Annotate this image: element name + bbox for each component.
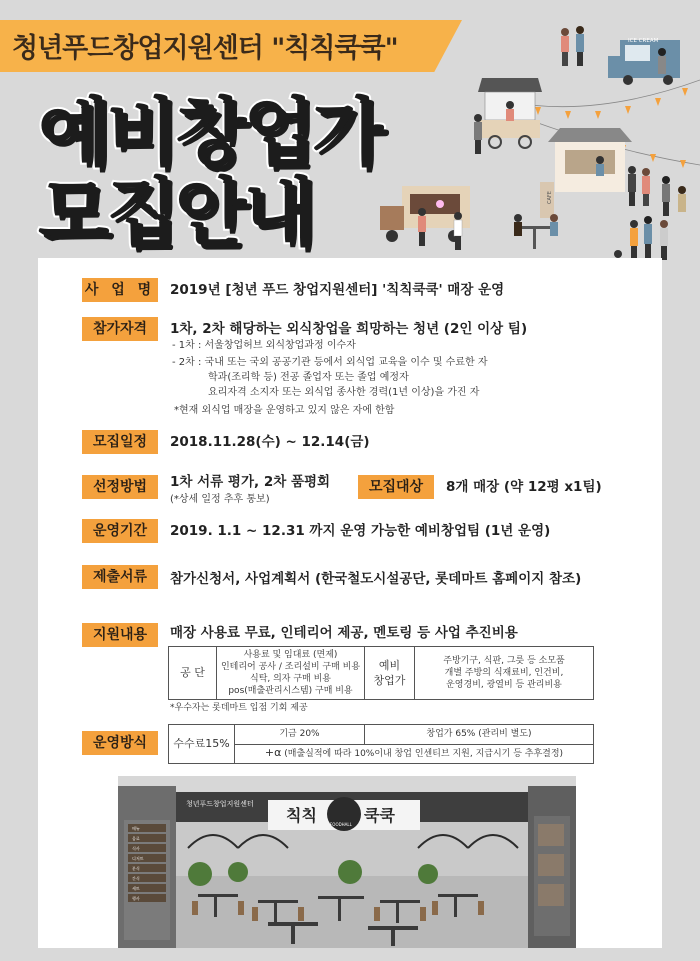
banner-title: 청년푸드창업지원센터 "칙칙쿡쿡"	[12, 33, 398, 64]
support-center-item: pos(매출관리시스템) 구매 비용	[228, 686, 353, 696]
center-logo-text: 청년푸드창업지원센터	[186, 800, 254, 808]
cafe-sign: CAFE	[547, 191, 553, 204]
support-text: 매장 사용료 무료, 인테리어 제공, 멘토링 등 사업 추진비용	[170, 625, 518, 641]
label-business: 사 업 명	[82, 278, 158, 302]
operation-table	[168, 724, 594, 764]
label-period: 운영기간	[82, 519, 158, 543]
support-table	[168, 646, 594, 700]
storefront-rendering	[118, 776, 576, 948]
target-text: 8개 매장 (약 12평 x1팀)	[446, 479, 602, 495]
menu-item: 음료	[132, 836, 140, 841]
operation-fee: 수수료15%	[169, 725, 235, 764]
alpha-text: (매출실적에 따라 10%이내 창업 인센티브 지원, 지급시기 등 추후결정)	[284, 749, 564, 760]
support-head-founder	[365, 647, 415, 700]
support-head-founder-line1: 예비	[378, 659, 401, 672]
sign-right: 쿡쿡	[364, 806, 395, 825]
support-center-item: 인테리어 공사 / 조리설비 구매 비용	[220, 662, 361, 672]
menu-item: 세트	[132, 886, 140, 891]
support-head-center: 공 단	[169, 647, 217, 700]
eligibility-note: *현재 외식업 매장을 운영하고 있지 않은 자에 한함	[174, 405, 395, 416]
selection-text: 1차 서류 평가, 2차 품평회	[170, 474, 331, 490]
menu-item: 메뉴	[132, 826, 140, 831]
support-footnote: *우수자는 롯데마트 입점 기회 제공	[170, 703, 308, 713]
main-title-line2: 모집안내	[38, 170, 312, 256]
label-target: 모집대상	[358, 475, 434, 499]
market-illustration	[370, 0, 700, 300]
label-documents: 제출서류	[82, 565, 158, 589]
schedule-text: 2018.11.28(수) ~ 12.14(금)	[170, 434, 370, 450]
eligibility-line-4: 요리자격 소지자 또는 외식업 종사한 경력(1년 이상)을 가진 자	[208, 387, 480, 398]
menu-item: 분식	[132, 866, 140, 871]
label-selection: 선정방법	[82, 475, 158, 499]
operation-founder: 창업가 65% (관리비 별도)	[365, 725, 594, 745]
sign-center: FOODHALL	[330, 822, 352, 827]
label-schedule: 모집일정	[82, 430, 158, 454]
eligibility-line-1: - 1차 : 서울창업허브 외식창업과정 이수자	[172, 340, 356, 351]
eligibility-line-2: - 2차 : 국내 또는 국외 공공기관 등에서 외식업 교육을 이수 및 수료한 자	[172, 357, 488, 368]
label-operation: 운영방식	[82, 731, 158, 755]
operation-alpha	[235, 744, 594, 764]
icecream-sign: ICE CREAM	[628, 38, 659, 44]
support-head-founder-line2: 창업가	[373, 674, 406, 687]
menu-item: 디저트	[132, 856, 144, 861]
support-center-item: 사용료 및 임대료 (면제)	[243, 650, 338, 660]
support-center-item: 식탁, 의자 구매 비용	[250, 674, 331, 684]
period-text: 2019. 1.1 ~ 12.31 까지 운영 가능한 예비창업팀 (1년 운영)	[170, 523, 551, 539]
eligibility-text: 1차, 2차 해당하는 외식창업을 희망하는 청년 (2인 이상 팀)	[170, 321, 528, 337]
label-support: 지원내용	[82, 623, 158, 647]
alpha-symbol: +α	[264, 746, 282, 760]
support-founder-item: 주방기구, 식판, 그릇 등 소모품	[443, 656, 565, 666]
eligibility-line-3: 학과(조리학 등) 전공 졸업자 또는 졸업 예정자	[208, 372, 409, 383]
business-text: 2019년 [청년 푸드 창업지원센터] '칙칙쿡쿡' 매장 운영	[170, 282, 505, 298]
support-founder-items	[415, 647, 594, 700]
menu-item: 식사	[132, 846, 140, 851]
support-center-items	[217, 647, 365, 700]
menu-item: 간식	[132, 876, 140, 881]
main-title-line1: 예비창업가	[38, 90, 381, 176]
documents-text: 참가신청서, 사업계획서 (한국철도시설공단, 롯데마트 홈페이지 참조)	[170, 571, 582, 587]
operation-fund: 기금 20%	[235, 725, 365, 745]
sign-left: 칙칙	[286, 806, 317, 825]
support-founder-item: 운영경비, 광열비 등 관리비용	[446, 680, 562, 690]
selection-note: (*상세 일정 추후 통보)	[170, 494, 270, 505]
support-founder-item: 개별 주방의 식재료비, 인건비,	[444, 668, 564, 678]
menu-item: 행사	[132, 896, 140, 901]
label-eligibility: 참가자격	[82, 317, 158, 341]
